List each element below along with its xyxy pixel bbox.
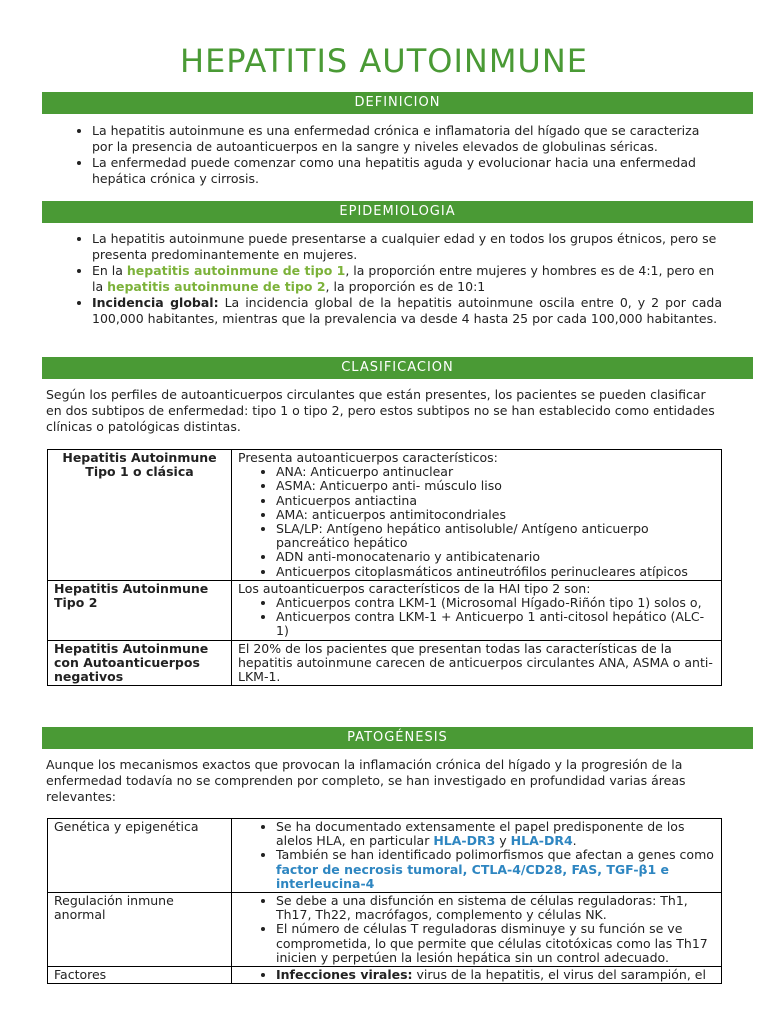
epidemiologia-bullet bbox=[92, 295, 722, 327]
epidemiologia-body bbox=[46, 231, 722, 327]
list-item bbox=[276, 820, 715, 848]
text: La incidencia global de la hepatitis autoinmune oscila entre 0, y 2 por cada 100,000 habitantes, mientras que la prevalencia va desde 4 hasta 25 por cada 100,000 habitantes. bbox=[92, 295, 722, 326]
list-item: • SLA/LP: Antígeno hepático antisoluble/ Antígeno anticuerpo pancreático hepático bbox=[276, 522, 715, 550]
section-header-patogenesis: PATOGÉNESIS bbox=[42, 727, 753, 749]
text: También se han identificado polimorfismos que afectan a genes como bbox=[276, 847, 714, 863]
text: virus de la hepatitis, el virus del sarampión, el bbox=[412, 967, 706, 983]
table-row bbox=[48, 580, 722, 640]
text: . bbox=[572, 833, 577, 849]
epidemiologia-bullet bbox=[92, 263, 722, 295]
cell-lead: Presenta autoanticuerpos característicos: bbox=[238, 450, 498, 465]
table-cell-name: Factores bbox=[48, 967, 232, 984]
list-item bbox=[276, 848, 715, 891]
highlight-tipo2: hepatitis autoinmune de tipo 2 bbox=[107, 279, 326, 294]
list-item: • Anticuerpos antiactina bbox=[276, 494, 715, 508]
clasificacion-intro: Según los perfiles de autoanticuerpos circulantes que están presentes, los pacientes se pueden clasificar en dos subtipos de enfermedad: tipo 1 o tipo 2, pero estos subtipos no se han establecido como entidades clínicas o patológicas distintas. bbox=[46, 387, 715, 434]
section-header-definicion: DEFINICION bbox=[42, 92, 753, 114]
list-item: • Se debe a una disfunción en sistema de células reguladoras: Th1, Th17, Th22, macrófagos, complemento y células NK. bbox=[276, 894, 715, 922]
text: , la proporción entre mujeres y hombres es de 4:1, pero en la bbox=[92, 263, 715, 294]
list-item: • ANA: Anticuerpo antinuclear bbox=[276, 465, 715, 479]
text: En la bbox=[92, 263, 127, 278]
highlight-genes: factor de necrosis tumoral, CTLA-4/CD28, FAS, TGF-β1 e interleucina-4 bbox=[276, 861, 669, 891]
list-item: • ADN anti-monocatenario y antibicatenario bbox=[276, 550, 715, 564]
table-row bbox=[48, 819, 722, 893]
clasificacion-table bbox=[47, 449, 722, 686]
table-row bbox=[48, 967, 722, 984]
table-row bbox=[48, 450, 722, 581]
table-cell-desc bbox=[232, 819, 722, 893]
table-cell-desc bbox=[232, 893, 722, 967]
text: Se ha documentado extensamente el papel predisponente de los alelos HLA, en particular bbox=[276, 819, 685, 849]
definicion-bullet: • La hepatitis autoinmune es una enfermedad crónica e inflamatoria del hígado que se caracteriza por la presencia de autoanticuerpos en la sangre y niveles elevados de globulinas séricas. bbox=[92, 123, 722, 155]
list-item: • Anticuerpos citoplasmáticos antineutrófilos perinucleares atípicos bbox=[276, 565, 715, 579]
patogenesis-intro: Aunque los mecanismos exactos que provocan la inflamación crónica del hígado y la progresión de la enfermedad todavía no se comprenden por completo, se han investigado en profundidad varias áreas relevantes: bbox=[46, 757, 686, 804]
section-header-clasificacion: CLASIFICACION bbox=[42, 357, 753, 379]
table-cell-desc bbox=[232, 450, 722, 581]
text: y bbox=[495, 833, 511, 849]
section-header-epidemiologia: EPIDEMIOLOGIA bbox=[42, 201, 753, 223]
list-item bbox=[276, 968, 715, 982]
highlight-hla-dr3: HLA-DR3 bbox=[433, 833, 496, 849]
table-cell-name: Genética y epigenética bbox=[48, 819, 232, 893]
table-row bbox=[48, 640, 722, 686]
table-cell-name: Hepatitis Autoinmune Tipo 1 o clásica bbox=[48, 450, 232, 581]
patogenesis-table bbox=[47, 818, 722, 984]
definicion-bullet: • La enfermedad puede comenzar como una hepatitis aguda y evolucionar hacia una enfermedad hepática crónica y cirrosis. bbox=[92, 155, 722, 187]
table-cell-name: Hepatitis Autoinmune Tipo 2 bbox=[48, 580, 232, 640]
text: , la proporción es de 10:1 bbox=[325, 279, 486, 294]
table-cell-desc bbox=[232, 580, 722, 640]
table-row bbox=[48, 893, 722, 967]
list-item: • Anticuerpos contra LKM-1 (Microsomal Hígado-Riñón tipo 1) solos o, bbox=[276, 596, 715, 610]
highlight-tipo1: hepatitis autoinmune de tipo 1 bbox=[126, 263, 346, 278]
page-title: HEPATITIS AUTOINMUNE bbox=[180, 42, 588, 80]
table-cell-name: Hepatitis Autoinmune con Autoanticuerpos negativos bbox=[48, 640, 232, 686]
label-incidencia: Incidencia global: bbox=[92, 295, 219, 310]
epidemiologia-bullet: • La hepatitis autoinmune puede presentarse a cualquier edad y en todos los grupos étnicos, pero se presenta predominantemente en mujeres. bbox=[92, 231, 722, 263]
list-item: • ASMA: Anticuerpo anti- músculo liso bbox=[276, 479, 715, 493]
list-item: • Anticuerpos contra LKM-1 + Anticuerpo 1 anti-citosol hepático (ALC-1) bbox=[276, 610, 715, 638]
label-infecciones: Infecciones virales: bbox=[276, 967, 413, 983]
list-item: • AMA: anticuerpos antimitocondriales bbox=[276, 508, 715, 522]
table-cell-desc: El 20% de los pacientes que presentan todas las características de la hepatitis autoinmune carecen de anticuerpos circulantes ANA, ASMA o anti-LKM-1. bbox=[232, 640, 722, 686]
table-cell-desc bbox=[232, 967, 722, 984]
definicion-body bbox=[46, 123, 722, 187]
table-cell-name: Regulación inmune anormal bbox=[48, 893, 232, 967]
cell-lead: Los autoanticuerpos característicos de la HAI tipo 2 son: bbox=[238, 580, 591, 596]
highlight-hla-dr4: HLA-DR4 bbox=[510, 833, 573, 849]
list-item: • El número de células T reguladoras disminuye y su función se ve comprometida, lo que permite que células citotóxicas como las Th17 inicien y perpetúen la lesión hepática sin un control adecuado. bbox=[276, 922, 715, 965]
